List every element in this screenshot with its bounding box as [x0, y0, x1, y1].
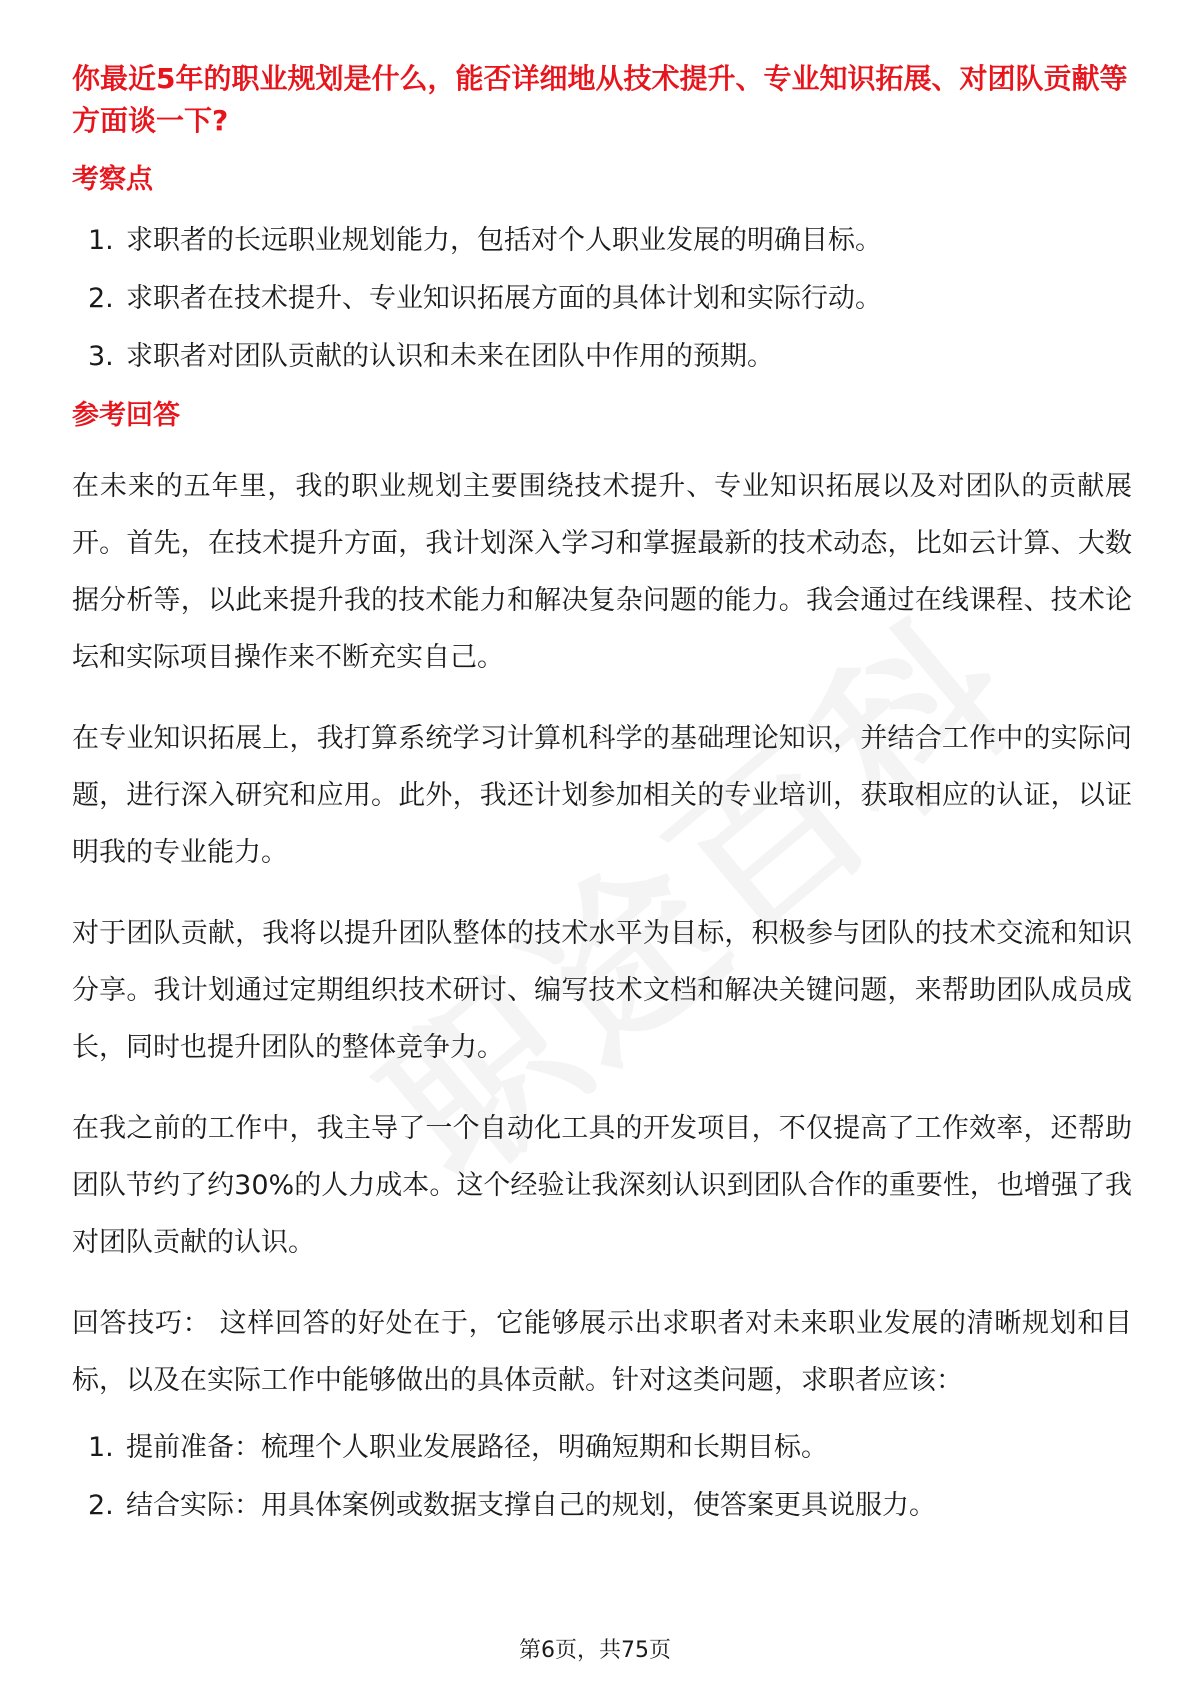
list-item	[72, 1429, 1132, 1467]
list-item-text: 求职者的长远职业规划能力，包括对个人职业发展的明确目标。	[126, 225, 882, 256]
answer-paragraph: 对于团队贡献，我将以提升团队整体的技术水平为目标，积极参与团队的技术交流和知识分享。我计划通过定期组织技术研讨、编写技术文档和解决关键问题，来帮助团队成员成长，同时也提升团队的整体竞争力。	[72, 918, 1132, 1063]
answer-paragraph: 在我之前的工作中，我主导了一个自动化工具的开发项目，不仅提高了工作效率，还帮助团队节约了约30%的人力成本。这个经验让我深刻认识到团队合作的重要性，也增强了我对团队贡献的认识。	[72, 1113, 1132, 1258]
list-item-number: 2.	[88, 283, 114, 314]
list-item-number: 2.	[88, 1490, 114, 1521]
answer-section-title: 参考回答	[72, 400, 180, 431]
tips-list	[72, 1429, 1132, 1525]
list-item-number: 1.	[88, 1432, 114, 1463]
assessment-section-title: 考察点	[72, 164, 153, 195]
list-item-number: 1.	[88, 225, 114, 256]
page-footer: 第6页，共75页	[519, 1638, 671, 1663]
list-item	[72, 338, 1132, 376]
list-item	[72, 280, 1132, 318]
list-item-number: 3.	[88, 341, 114, 372]
list-item	[72, 1487, 1132, 1525]
list-item-text: 提前准备：梳理个人职业发展路径，明确短期和长期目标。	[126, 1432, 828, 1463]
answer-paragraph: 在未来的五年里，我的职业规划主要围绕技术提升、专业知识拓展以及对团队的贡献展开。首先，在技术提升方面，我计划深入学习和掌握最新的技术动态，比如云计算、大数据分析等，以此来提升我的技术能力和解决复杂问题的能力。我会通过在线课程、技术论坛和实际项目操作来不断充实自己。	[72, 471, 1132, 673]
answer-paragraph: 在专业知识拓展上，我打算系统学习计算机科学的基础理论知识，并结合工作中的实际问题，进行深入研究和应用。此外，我还计划参加相关的专业培训，获取相应的认证，以证明我的专业能力。	[72, 723, 1132, 868]
assessment-points-list	[72, 222, 1132, 376]
list-item	[72, 222, 1132, 260]
answer-tips-paragraph: 回答技巧： 这样回答的好处在于，它能够展示出求职者对未来职业发展的清晰规划和目标，以及在实际工作中能够做出的具体贡献。针对这类问题，求职者应该：	[72, 1308, 1132, 1396]
document-page	[72, 58, 1132, 1545]
question-heading: 你最近5年的职业规划是什么，能否详细地从技术提升、专业知识拓展、对团队贡献等方面谈一下?	[72, 62, 1128, 137]
list-item-text: 结合实际：用具体案例或数据支撑自己的规划，使答案更具说服力。	[126, 1490, 936, 1521]
list-item-text: 求职者在技术提升、专业知识拓展方面的具体计划和实际行动。	[126, 283, 882, 314]
list-item-text: 求职者对团队贡献的认识和未来在团队中作用的预期。	[126, 341, 774, 372]
